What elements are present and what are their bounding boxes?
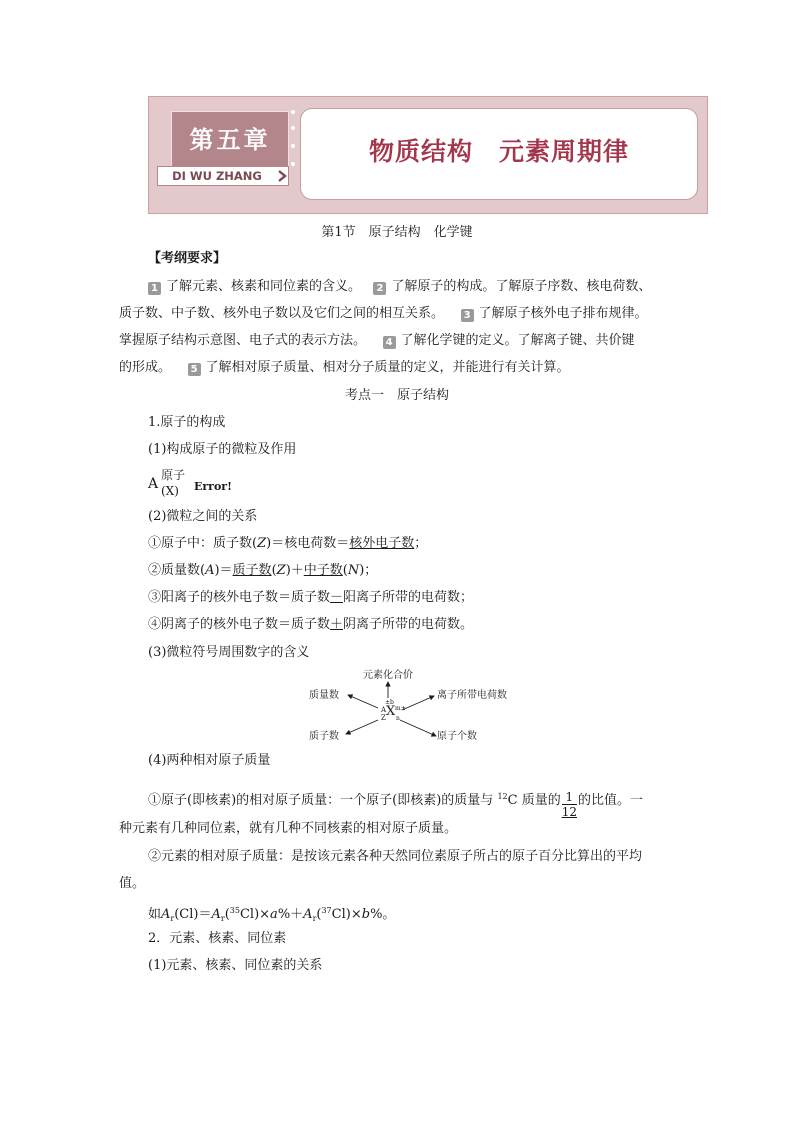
- label-mass-number: 质量数: [309, 690, 339, 701]
- answer-blank: 中子数: [303, 563, 343, 578]
- atom-formula: A 原子 (X) Error!: [148, 468, 232, 498]
- nuclide-symbol: A Z X ±b m± n: [381, 699, 406, 722]
- kaodian-title: 考点一 原子结构: [344, 388, 449, 403]
- chapter-title: 物质结构 元素周期律: [368, 137, 629, 166]
- syllabus-line-4: 的形成。 5 了解相对原子质量、相对分子质量的定义，并能进行有关计算。: [119, 360, 570, 375]
- relation-2: ②质量数(A)＝质子数(Z)＋中子数(N)；: [148, 563, 378, 578]
- chapter-number: 第五章: [189, 126, 271, 154]
- answer-blank: ＋: [330, 617, 344, 632]
- error-text: Error!: [194, 480, 232, 493]
- answer-blank: 核外电子数: [349, 536, 415, 551]
- mass-definition-1-cont: 种元素有几种同位素，就有几种不同核素的相对原子质量。: [119, 821, 458, 836]
- mass-definition-2: ②元素的相对原子质量：是按该元素各种天然同位素原子所占的原子百分比算出的平均: [148, 849, 643, 864]
- label-proton-number: 质子数: [309, 731, 339, 742]
- syllabus-line-3: 掌握原子结构示意图、电子式的表示方法。 4 了解化学键的定义。了解离子键、共价键: [119, 333, 635, 348]
- s1-sub2: (2)微粒之间的关系: [148, 509, 258, 524]
- s1-title: 1.原子的构成: [148, 415, 226, 430]
- syllabus-heading: 【考纲要求】: [148, 251, 227, 266]
- marker-1: 1: [148, 282, 161, 295]
- s1-sub3: (3)微粒符号周围数字的含义: [148, 645, 310, 660]
- marker-5: 5: [188, 363, 201, 376]
- label-ion-charge: 离子所带电荷数: [437, 690, 507, 701]
- syllabus-line-2: 质子数、中子数、核外电子数以及它们之间的相互关系。 3 了解原子核外电子排布规律。: [119, 306, 648, 321]
- label-valence: 元素化合价: [363, 670, 413, 681]
- mass-definition-2-cont: 值。: [119, 876, 146, 891]
- marker-2: 2: [373, 282, 386, 295]
- label-atom-count: 原子个数: [437, 731, 477, 742]
- relation-1: ①原子中：质子数(Z)＝核电荷数＝核外电子数；: [148, 536, 428, 551]
- mass-definition-1: ①原子(即核素)的相对原子质量：一个原子(即核素)的质量与 $^{12}$C 质量的 $\frac{1}{12}$ 的比值。一: [148, 790, 644, 819]
- relative-mass-equation: 如$A_r(Cl)=A_r(^{35}Cl)\times a\%+A_r(^{37}Cl)\times b\%$。: [148, 906, 396, 923]
- answer-blank: 质子数: [232, 563, 272, 578]
- chevron-right-icon: [276, 169, 288, 183]
- s2-sub1: (1)元素、核素、同位素的关系: [148, 958, 323, 973]
- s1-sub1: (1)构成原子的微粒及作用: [148, 442, 297, 457]
- chapter-pinyin: DI WU ZHANG: [172, 169, 262, 183]
- relation-3: ③阳离子的核外电子数＝质子数－阳离子所带的电荷数；: [148, 590, 474, 605]
- answer-blank: －: [330, 590, 344, 605]
- s1-sub4: (4)两种相对原子质量: [148, 753, 271, 768]
- section-title: 第1节 原子结构 化学键: [321, 225, 473, 240]
- marker-3: 3: [461, 309, 474, 322]
- fraction: $\frac{1}{12}$: [561, 790, 577, 819]
- decorative-dots: [290, 110, 296, 180]
- s2-title: 2．元素、核素、同位素: [148, 931, 287, 946]
- relation-4: ④阴离子的核外电子数＝质子数＋阴离子所带的电荷数。: [148, 617, 474, 632]
- marker-4: 4: [383, 336, 396, 349]
- syllabus-line-1: 1 了解元素、核素和同位素的含义。 2 了解原子的构成。了解原子序数、核电荷数、: [148, 278, 651, 296]
